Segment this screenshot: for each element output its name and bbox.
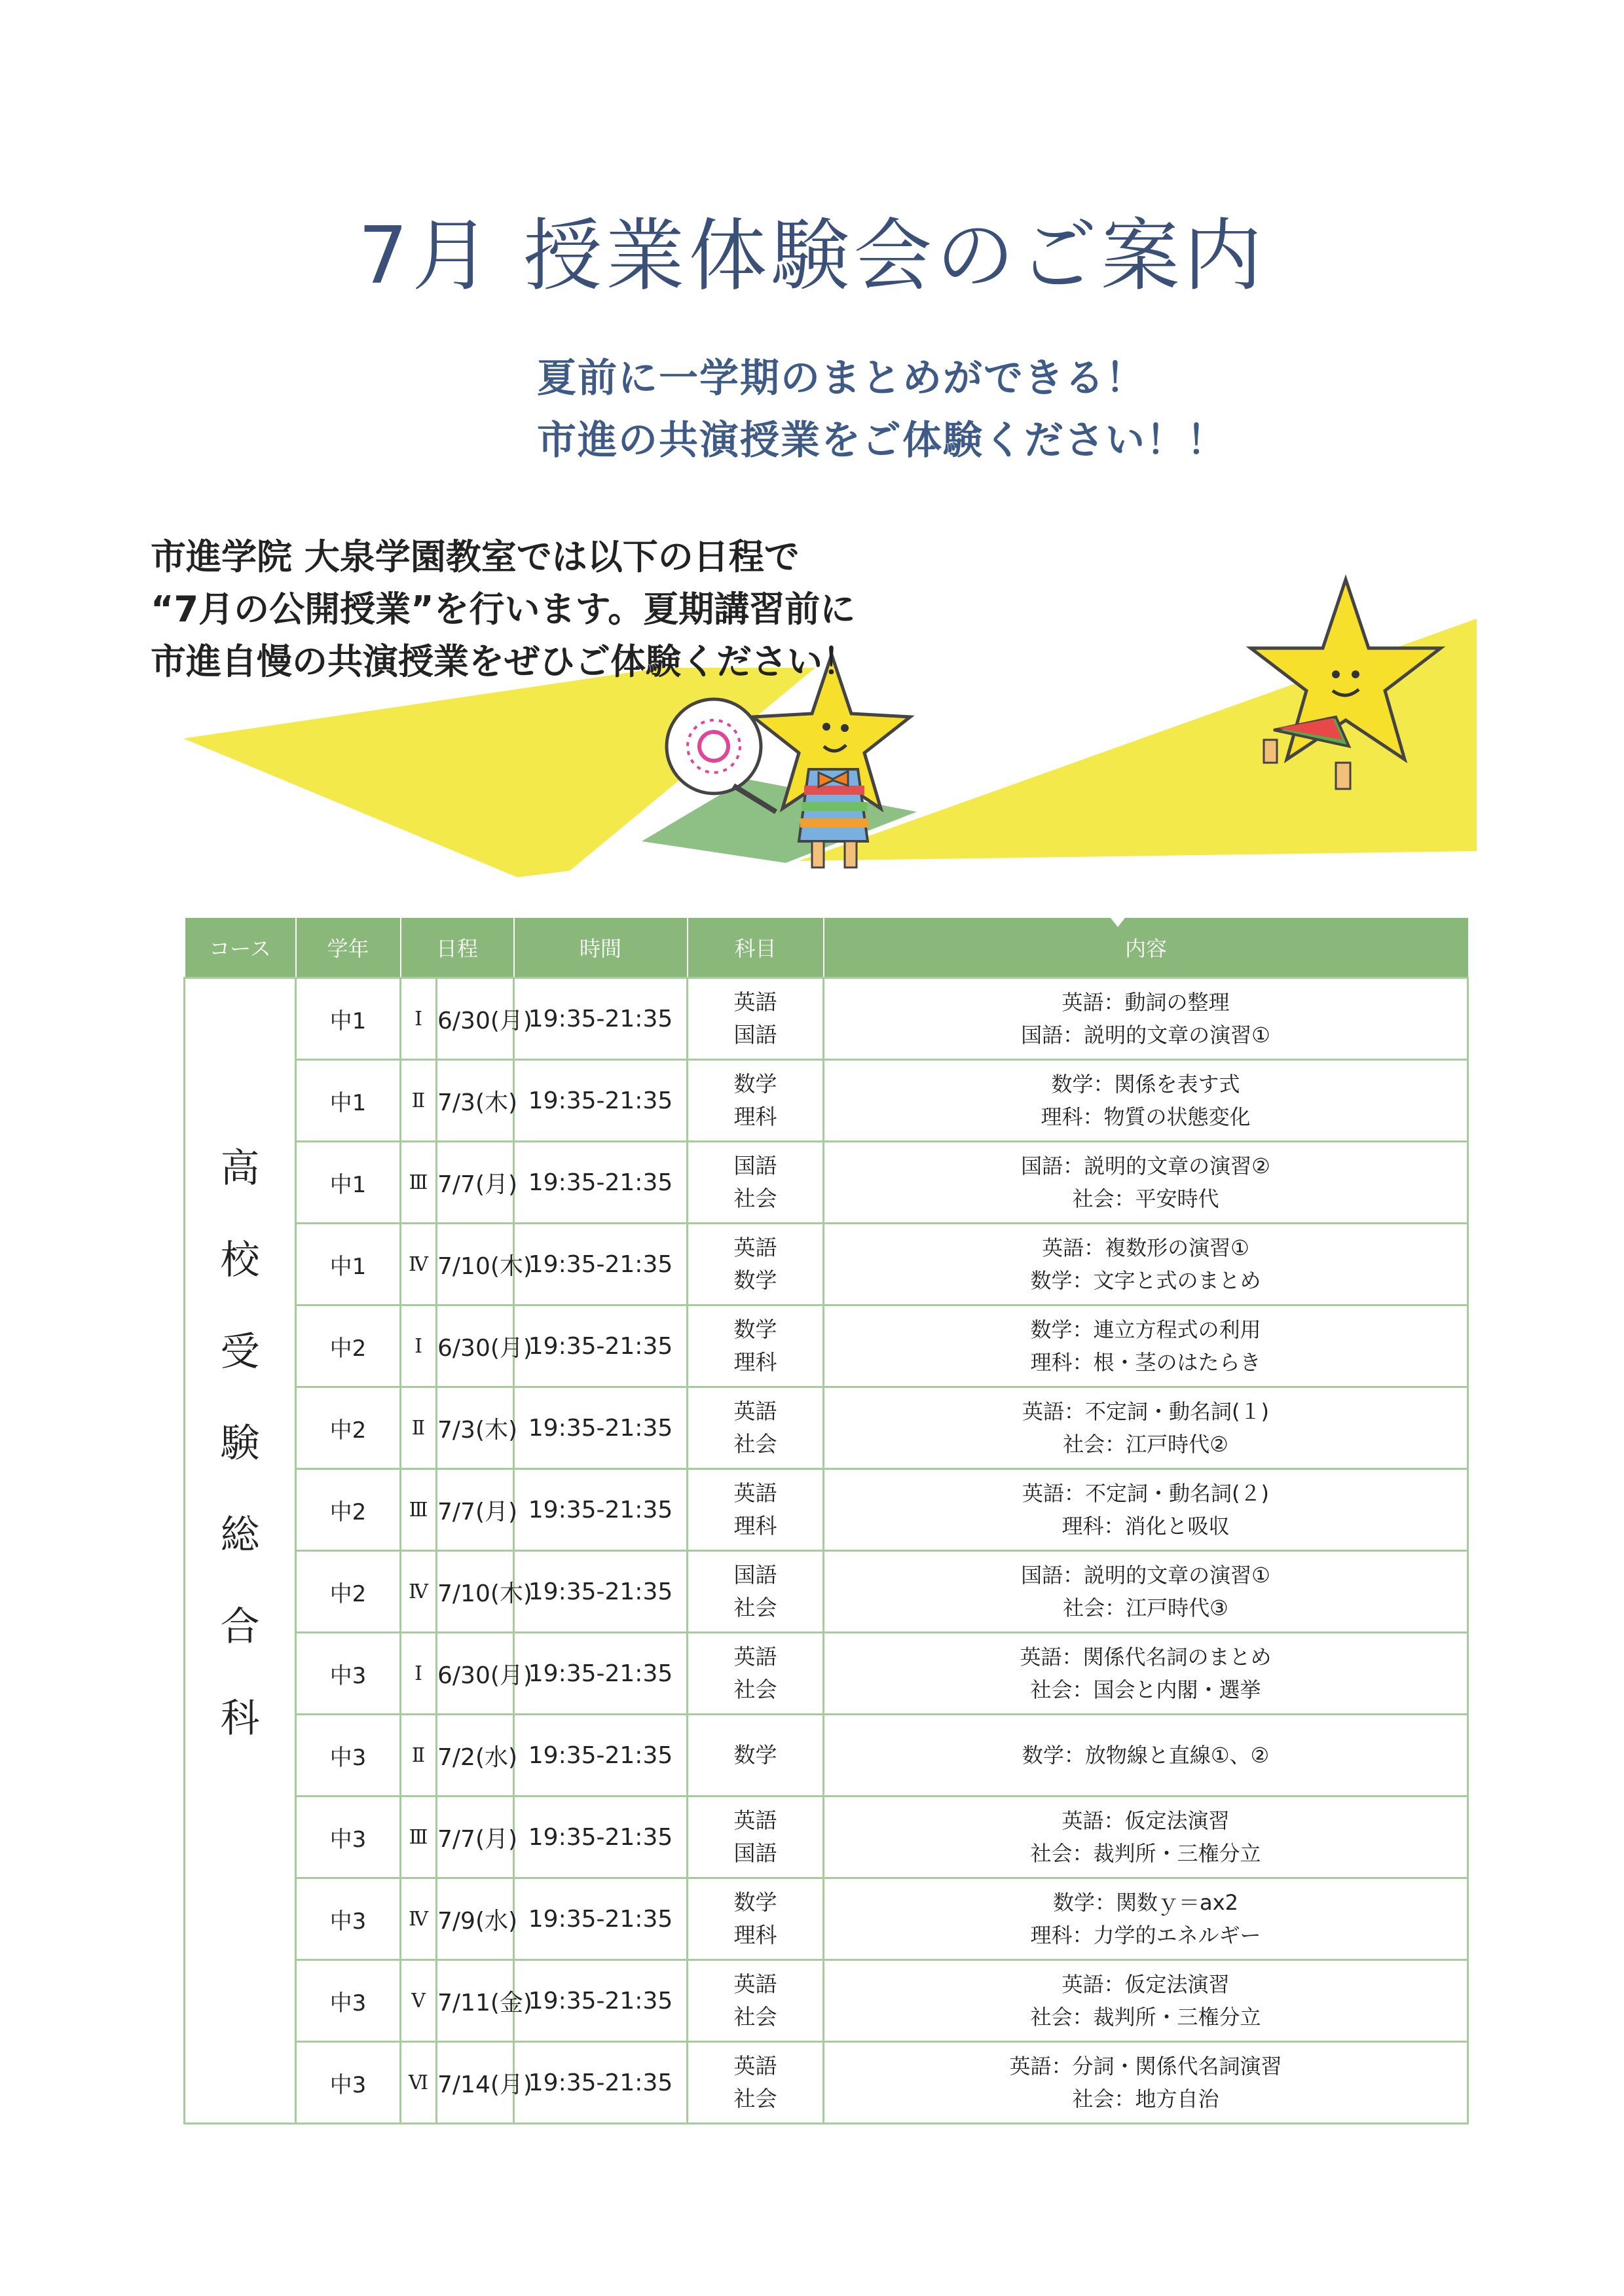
time-cell: 19:35-21:35 [514,978,688,1060]
content-line: 数学：連立方程式の利用 [1030,1317,1261,1342]
date-cell: 6/30(月) [437,1305,514,1387]
grade-cell: 中3 [296,1796,401,1878]
content-line: 理科：根・茎のはたらき [1030,1350,1261,1375]
subject-line: 数学 [733,1267,777,1293]
subject-line: 社会 [733,1186,777,1211]
content-line: 社会：裁判所・三権分立 [1030,1841,1261,1866]
time-cell: 19:35-21:35 [514,1796,688,1878]
time-cell: 19:35-21:35 [514,1387,688,1469]
content-line: 英語：複数形の演習① [1042,1235,1249,1260]
grade-cell: 中3 [296,2042,401,2124]
grade-cell: 中2 [296,1551,401,1633]
subject-line: 社会 [733,2086,777,2111]
intro-line-3: 市進自慢の共演授業をぜひご体験ください！ [151,641,858,682]
grade-cell: 中1 [296,1224,401,1305]
content-line: 理科：力学的エネルギー [1030,1923,1261,1948]
round-cell: Ⅲ [401,1469,437,1551]
date-cell: 6/30(月) [437,978,514,1060]
subject-cell [688,1551,824,1633]
date-cell: 7/3(木) [437,1387,514,1469]
subject-line: 英語 [733,1480,777,1506]
time-cell: 19:35-21:35 [514,1715,688,1796]
subject-line: 英語 [733,1235,777,1260]
content-line: 国語：説明的文章の演習① [1021,1563,1270,1588]
table-row [185,1469,1468,1551]
content-cell [824,1796,1468,1878]
content-line: 社会：江戸時代③ [1063,1595,1228,1620]
grade-cell: 中1 [296,978,401,1060]
subject-cell [688,1633,824,1715]
content-line: 数学：文字と式のまとめ [1030,1268,1261,1293]
content-line: 社会：江戸時代② [1063,1432,1228,1457]
date-cell: 7/9(水) [437,1878,514,1960]
subject-line: 理科 [733,1922,777,1948]
subject-line: 数学 [733,1742,777,1768]
table-row [185,978,1468,1060]
time-cell: 19:35-21:35 [514,1469,688,1551]
date-cell: 7/3(木) [437,1060,514,1142]
content-line: 英語：仮定法演習 [1061,1808,1230,1833]
subject-line: 社会 [733,2004,777,2030]
date-cell: 7/7(月) [437,1796,514,1878]
subject-line: 社会 [733,1431,777,1457]
grade-cell: 中2 [296,1305,401,1387]
content-cell [824,1878,1468,1960]
content-line: 理科：消化と吸収 [1061,1514,1230,1539]
time-cell: 19:35-21:35 [514,1305,688,1387]
subject-cell [688,1060,824,1142]
subject-line: 国語 [733,1840,777,1866]
content-line: 数学：関数ｙ＝ax2 [1053,1890,1238,1915]
subject-cell [688,1715,824,1796]
subject-cell [688,978,824,1060]
content-cell [824,1387,1468,1469]
subject-line: 理科 [733,1513,777,1539]
round-cell: Ⅴ [401,1960,437,2042]
grade-cell: 中2 [296,1469,401,1551]
round-cell: Ⅱ [401,1387,437,1469]
subject-cell [688,1469,824,1551]
content-line: 社会：裁判所・三権分立 [1030,2005,1261,2030]
content-cell [824,1633,1468,1715]
content-cell [824,978,1468,1060]
header-subject: 科目 [688,918,824,978]
content-line: 社会：国会と内閣・選挙 [1030,1677,1261,1702]
subject-line: 国語 [733,1153,777,1178]
table-row [185,2042,1468,2124]
table-row [185,1142,1468,1224]
date-cell: 7/14(月) [437,2042,514,2124]
subject-cell [688,2042,824,2124]
subject-line: 国語 [733,1562,777,1588]
round-cell: Ⅱ [401,1060,437,1142]
header-schedule: 日程 [401,918,514,978]
time-cell: 19:35-21:35 [514,1060,688,1142]
subject-line: 国語 [733,1022,777,1048]
table-row [185,1960,1468,2042]
page-title: 7月 授業体験会のご案内 [358,211,1266,302]
table-header-row [185,918,1468,978]
table-row [185,1878,1468,1960]
subject-line: 数学 [733,1317,777,1342]
grade-cell: 中1 [296,1142,401,1224]
table-row [185,1633,1468,1715]
content-line: 英語：仮定法演習 [1061,1972,1230,1997]
subject-cell [688,1878,824,1960]
content-line: 社会：地方自治 [1072,2086,1219,2111]
round-cell: Ⅱ [401,1715,437,1796]
grade-cell: 中3 [296,1878,401,1960]
time-cell: 19:35-21:35 [514,1960,688,2042]
content-line: 英語：不定詞・動名詞(１) [1022,1399,1269,1424]
grade-cell: 中3 [296,1633,401,1715]
subject-cell [688,1305,824,1387]
subject-cell [688,1960,824,2042]
content-cell [824,1224,1468,1305]
subject-line: 英語 [733,1971,777,1997]
subject-line: 英語 [733,2053,777,2079]
subject-line: 社会 [733,1595,777,1620]
content-line: 英語：分詞・関係代名詞演習 [1009,2054,1282,2079]
subject-line: 英語 [733,1644,777,1669]
catch-line-2: 市進の共演授業をご体験ください！！ [537,418,1227,464]
subject-line: 英語 [733,1808,777,1833]
table-row [185,1551,1468,1633]
subject-line: 理科 [733,1104,777,1129]
round-cell: Ⅰ [401,1633,437,1715]
content-line: 国語：説明的文章の演習② [1021,1154,1270,1178]
time-cell: 19:35-21:35 [514,1224,688,1305]
grade-cell: 中2 [296,1387,401,1469]
grade-cell: 中3 [296,1715,401,1796]
time-cell: 19:35-21:35 [514,1142,688,1224]
date-cell: 6/30(月) [437,1633,514,1715]
table-row [185,1305,1468,1387]
grade-cell: 中1 [296,1060,401,1142]
round-cell: Ⅲ [401,1796,437,1878]
time-cell: 19:35-21:35 [514,1633,688,1715]
content-cell [824,1305,1468,1387]
table-row [185,1796,1468,1878]
content-line: 数学：関係を表す式 [1051,1072,1240,1097]
header-time: 時間 [514,918,688,978]
subject-line: 英語 [733,1398,777,1424]
subject-cell [688,1387,824,1469]
subject-line: 数学 [733,1889,777,1915]
subject-cell [688,1224,824,1305]
subject-line: 数学 [733,1071,777,1097]
table-row [185,1387,1468,1469]
subject-cell [688,1142,824,1224]
date-cell: 7/2(水) [437,1715,514,1796]
round-cell: Ⅰ [401,1305,437,1387]
schedule-table-wrap [183,918,1467,2147]
content-line: 国語：説明的文章の演習① [1021,1023,1270,1048]
intro-line-1: 市進学院 大泉学園教室では以下の日程で [151,536,800,577]
round-cell: Ⅳ [401,1224,437,1305]
date-cell: 7/10(木) [437,1224,514,1305]
round-cell: Ⅵ [401,2042,437,2124]
content-cell [824,1960,1468,2042]
subject-line: 社会 [733,1677,777,1702]
date-cell: 7/11(金) [437,1960,514,2042]
header-notch [1103,909,1132,927]
time-cell: 19:35-21:35 [514,1551,688,1633]
time-cell: 19:35-21:35 [514,1878,688,1960]
course-name-cell: 高 校 受 験 総 合 科 [185,978,296,2124]
content-line: 数学：放物線と直線①、② [1022,1743,1270,1768]
grade-cell: 中3 [296,1960,401,2042]
intro-line-2: “7月の公開授業”を行います。夏期講習前に [151,589,856,630]
date-cell: 7/10(木) [437,1551,514,1633]
table-row [185,1715,1468,1796]
subject-line: 英語 [733,989,777,1015]
content-line: 英語：不定詞・動名詞(２) [1022,1481,1269,1506]
round-cell: Ⅳ [401,1878,437,1960]
content-cell [824,1715,1468,1796]
content-cell [824,1060,1468,1142]
round-cell: Ⅲ [401,1142,437,1224]
time-cell: 19:35-21:35 [514,2042,688,2124]
date-cell: 7/7(月) [437,1469,514,1551]
subject-cell [688,1796,824,1878]
subject-line: 理科 [733,1349,777,1375]
content-line: 英語：動詞の整理 [1061,990,1230,1015]
table-row [185,1060,1468,1142]
schedule-table [183,918,1469,2124]
content-cell [824,1469,1468,1551]
header-content: 内容 [824,918,1468,978]
date-cell: 7/7(月) [437,1142,514,1224]
round-cell: Ⅳ [401,1551,437,1633]
catch-line-1: 夏前に一学期のまとめができる！ [537,355,1146,401]
content-cell [824,1142,1468,1224]
round-cell: Ⅰ [401,978,437,1060]
header-grade: 学年 [296,918,401,978]
content-line: 英語：関係代名詞のまとめ [1020,1645,1272,1669]
table-row [185,1224,1468,1305]
content-cell [824,2042,1468,2124]
header-course: コース [185,918,296,978]
content-line: 社会：平安時代 [1072,1186,1219,1211]
content-cell [824,1551,1468,1633]
content-line: 理科：物質の状態変化 [1041,1104,1251,1129]
